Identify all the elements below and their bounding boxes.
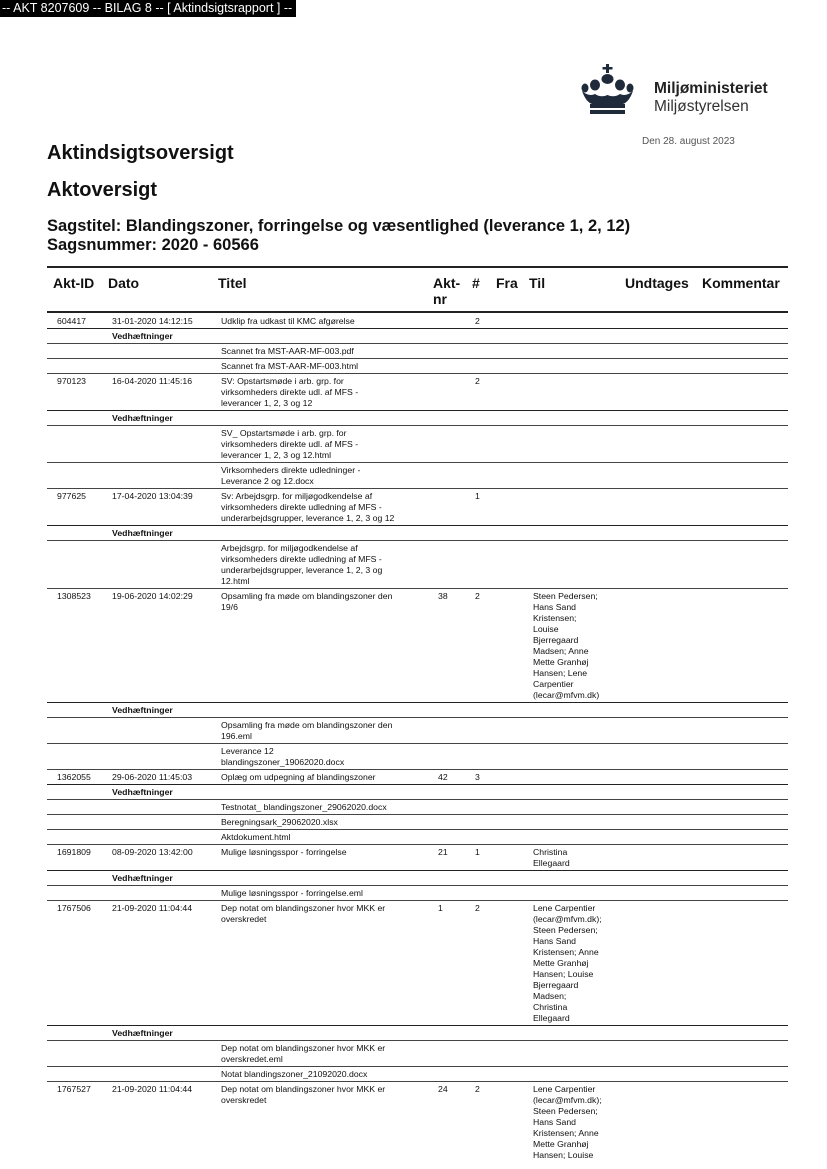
act-recipients-line: Bjerregaard: [533, 980, 579, 990]
attachment-title-line: SV_ Opstartsmøde i arb. grp. for: [221, 428, 347, 438]
act-row: [47, 770, 788, 785]
report-banner: -- AKT 8207609 -- BILAG 8 -- [ Aktindsigtsrapport ] --: [0, 0, 296, 17]
act-title: [221, 376, 358, 409]
act-recipients-line: (lecar@mfvm.dk);: [533, 1095, 602, 1105]
attachments-label-row: [47, 871, 788, 886]
act-title: [221, 772, 376, 783]
col-til: Til: [529, 275, 546, 291]
attachments-label-row: [47, 329, 788, 344]
act-recipients: [533, 903, 602, 1024]
attachment-row: [47, 463, 788, 489]
act-recipients-line: Hans Sand: [533, 1117, 576, 1127]
attachment-title: [221, 1069, 367, 1080]
attachment-title-line: 12.html: [221, 576, 250, 586]
act-recipients-line: Ellegaard: [533, 858, 570, 868]
act-recipients-line: Carpentier: [533, 679, 574, 689]
act-recipients-line: Steen Pedersen;: [533, 591, 598, 601]
act-recipients-line: Madsen; Anne: [533, 646, 589, 656]
attachments-label: Vedhæftninger: [112, 413, 173, 423]
attachment-title: [221, 346, 354, 357]
attachments-label-row: [47, 785, 788, 800]
attachments-label: Vedhæftninger: [112, 331, 173, 341]
attachments-label: Vedhæftninger: [112, 705, 173, 715]
act-recipients-line: Hansen; Louise: [533, 1150, 594, 1160]
attachment-title-line: Leverance 12: [221, 746, 274, 756]
act-date: 21-09-2020 11:04:44: [112, 903, 193, 913]
act-title-line: leverancer 1, 2, 3 og 12: [221, 398, 313, 408]
act-nr: 21: [438, 847, 448, 857]
act-title: [221, 903, 385, 925]
act-title: [221, 591, 392, 613]
act-title: [221, 1084, 385, 1106]
act-title-line: overskredet: [221, 1095, 267, 1105]
attachment-row: [47, 800, 788, 815]
act-title-line: 19/6: [221, 602, 238, 612]
attachments-label: Vedhæftninger: [112, 528, 173, 538]
act-row: [47, 589, 788, 703]
attachment-row: [47, 815, 788, 830]
attachment-title-line: Notat blandingszoner_21092020.docx: [221, 1069, 368, 1079]
act-row: [47, 489, 788, 526]
attachment-title: [221, 1043, 385, 1065]
act-id: 1767527: [57, 1084, 91, 1094]
case-number: Sagsnummer: 2020 - 60566: [47, 236, 259, 254]
col-dato: Dato: [108, 275, 140, 291]
act-id: 1308523: [57, 591, 91, 601]
attachment-title-line: Opsamling fra møde om blandingszoner den: [221, 720, 393, 730]
act-title: [221, 316, 355, 327]
attachment-title: [221, 888, 363, 899]
act-recipients-line: Louise: [533, 624, 559, 634]
attachment-title-line: Dep notat om blandingszoner hvor MKK er: [221, 1043, 386, 1053]
act-date: 21-09-2020 11:04:44: [112, 1084, 193, 1094]
attachment-row: [47, 1067, 788, 1082]
act-id: 604417: [57, 316, 86, 326]
attachments-label-row: [47, 411, 788, 426]
attachment-title: [221, 428, 358, 461]
act-id: 1767506: [57, 903, 91, 913]
act-recipients-line: (lecar@mfvm.dk): [533, 690, 600, 700]
act-nr: 1: [438, 903, 443, 913]
act-number: 2: [475, 1084, 480, 1094]
attachments-label: Vedhæftninger: [112, 787, 173, 797]
act-row: [47, 901, 788, 1026]
act-recipients: [533, 1084, 602, 1161]
attachment-row: [47, 426, 788, 463]
act-number: 2: [475, 376, 480, 386]
table-header-bottom-rule: [47, 311, 788, 313]
attachment-title-line: Mulige løsningsspor - forringelse.eml: [221, 888, 363, 898]
act-date: 29-06-2020 11:45:03: [112, 772, 193, 782]
act-title: [221, 847, 347, 858]
attachment-row: [47, 744, 788, 770]
act-row: [47, 1082, 788, 1162]
attachment-title-line: Scannet fra MST-AAR-MF-003.html: [221, 361, 359, 371]
attachment-title-line: Leverance 2 og 12.docx: [221, 476, 314, 486]
act-title-line: Sv: Arbejdsgrp. for miljøgodkendelse af: [221, 491, 373, 501]
attachments-label: Vedhæftninger: [112, 873, 173, 883]
attachment-row: [47, 541, 788, 589]
act-title-line: SV: Opstartsmøde i arb. grp. for: [221, 376, 344, 386]
col-titel: Titel: [218, 275, 247, 291]
act-number: 1: [475, 491, 480, 501]
act-row: [47, 845, 788, 871]
act-number: 2: [475, 591, 480, 601]
attachment-title-line: blandingszoner_19062020.docx: [221, 757, 345, 767]
attachment-title-line: Testnotat_ blandingszoner_29062020.docx: [221, 802, 387, 812]
act-nr: 24: [438, 1084, 448, 1094]
attachment-title-line: Beregningsark_29062020.xlsx: [221, 817, 338, 827]
section-title: Aktoversigt: [47, 179, 158, 201]
col-akt-nr: [433, 275, 460, 307]
act-recipients-line: Hans Sand: [533, 602, 576, 612]
act-table: [47, 314, 788, 1162]
attachment-title-line: underarbejdsgrupper, leverance 1, 2, 3 og: [221, 565, 383, 575]
act-recipients-line: Hansen; Lene: [533, 668, 588, 678]
act-recipients-line: Lene Carpentier: [533, 1084, 596, 1094]
attachment-row: [47, 830, 788, 845]
act-recipients-line: (lecar@mfvm.dk);: [533, 914, 602, 924]
case-title: Sagstitel: Blandingszoner, forringelse og væsentlighed (leverance 1, 2, 12): [47, 217, 631, 235]
col-number: #: [472, 275, 480, 291]
agency-name: Miljøstyrelsen: [654, 98, 749, 115]
attachments-label-row: [47, 1026, 788, 1041]
act-id: 977625: [57, 491, 86, 501]
table-header-top-rule: [47, 266, 788, 268]
act-recipients-line: Mette Granhøj: [533, 1139, 589, 1149]
report-date: Den 28. august 2023: [642, 136, 735, 147]
act-id: 1362055: [57, 772, 91, 782]
act-recipients-line: Madsen;: [533, 991, 567, 1001]
act-recipients: [533, 847, 570, 869]
attachment-title: [221, 543, 382, 587]
attachment-title: [221, 746, 344, 768]
act-date: 31-01-2020 14:12:15: [112, 316, 193, 326]
act-row: [47, 314, 788, 329]
attachment-title-line: virksomheders direkte udledning af MFS -: [221, 554, 382, 564]
act-title-line: overskredet: [221, 914, 267, 924]
attachment-title-line: 196.eml: [221, 731, 252, 741]
act-title-line: Dep notat om blandingszoner hvor MKK er: [221, 1084, 386, 1094]
act-title-line: Mulige løsningsspor - forringelse: [221, 847, 347, 857]
attachment-title: [221, 465, 360, 487]
act-recipients-line: Mette Granhøj: [533, 657, 589, 667]
col-undtages: Undtages: [625, 275, 689, 291]
act-number: 2: [475, 316, 480, 326]
act-id: 970123: [57, 376, 86, 386]
attachment-title-line: overskredet.eml: [221, 1054, 283, 1064]
act-recipients-line: Lene Carpentier: [533, 903, 596, 913]
act-id: 1691809: [57, 847, 91, 857]
act-recipients-line: Kristensen; Anne: [533, 947, 599, 957]
crown-icon: [578, 64, 638, 120]
act-recipients-line: Steen Pedersen;: [533, 1106, 598, 1116]
act-recipients: [533, 591, 599, 701]
act-recipients-line: Bjerregaard: [533, 635, 579, 645]
page-title: Aktindsigtsoversigt: [47, 142, 234, 164]
act-recipients-line: Mette Granhøj: [533, 958, 589, 968]
col-akt-id: Akt-ID: [53, 275, 95, 291]
act-recipients-line: Christina: [533, 1002, 568, 1012]
act-title: [221, 491, 394, 524]
col-fra: Fra: [496, 275, 518, 291]
attachment-title-line: virksomheders direkte udl. af MFS -: [221, 439, 359, 449]
act-title-line: virksomheders direkte udl. af MFS -: [221, 387, 359, 397]
attachments-label-row: [47, 703, 788, 718]
attachment-title: [221, 802, 387, 813]
act-number: 1: [475, 847, 480, 857]
attachments-label-row: [47, 526, 788, 541]
attachment-row: [47, 344, 788, 359]
act-number: 2: [475, 903, 480, 913]
act-date: 16-04-2020 11:45:16: [112, 376, 193, 386]
attachment-row: [47, 886, 788, 901]
act-recipients-line: Kristensen; Anne: [533, 1128, 599, 1138]
act-row: [47, 374, 788, 411]
attachment-title-line: leverancer 1, 2, 3 og 12.html: [221, 450, 332, 460]
act-date: 17-04-2020 13:04:39: [112, 491, 193, 501]
act-title-line: Oplæg om udpegning af blandingszoner: [221, 772, 376, 782]
attachments-label: Vedhæftninger: [112, 1028, 173, 1038]
act-nr: 42: [438, 772, 448, 782]
attachment-title-line: Scannet fra MST-AAR-MF-003.pdf: [221, 346, 354, 356]
act-title-line: Opsamling fra møde om blandingszoner den: [221, 591, 393, 601]
act-date: 19-06-2020 14:02:29: [112, 591, 193, 601]
attachment-title-line: Virksomheders direkte udledninger -: [221, 465, 361, 475]
act-recipients-line: Kristensen;: [533, 613, 577, 623]
attachment-title: [221, 361, 358, 372]
act-recipients-line: Christina: [533, 847, 568, 857]
act-recipients-line: Hansen; Louise: [533, 969, 594, 979]
act-title-line: Dep notat om blandingszoner hvor MKK er: [221, 903, 386, 913]
col-akt-nr-line1: Akt-: [433, 275, 461, 291]
attachment-title-line: Aktdokument.html: [221, 832, 291, 842]
ministry-name: Miljøministeriet: [654, 80, 768, 97]
act-recipients-line: Hans Sand: [533, 936, 576, 946]
attachment-title: [221, 832, 291, 843]
act-title-line: virksomheders direkte udledning af MFS -: [221, 502, 382, 512]
act-title-line: Udklip fra udkast til KMC afgørelse: [221, 316, 355, 326]
act-recipients-line: Steen Pedersen;: [533, 925, 598, 935]
col-kommentar: Kommentar: [702, 275, 780, 291]
attachment-title: [221, 720, 392, 742]
act-recipients-line: Ellegaard: [533, 1013, 570, 1023]
attachment-title: [221, 817, 338, 828]
attachment-row: [47, 359, 788, 374]
act-date: 08-09-2020 13:42:00: [112, 847, 193, 857]
act-title-line: underarbejdsgrupper, leverance 1, 2, 3 og 12: [221, 513, 395, 523]
attachment-row: [47, 718, 788, 744]
act-nr: 38: [438, 591, 448, 601]
col-akt-nr-line2: nr: [433, 291, 447, 307]
act-number: 3: [475, 772, 480, 782]
attachment-title-line: Arbejdsgrp. for miljøgodkendelse af: [221, 543, 358, 553]
attachment-row: [47, 1041, 788, 1067]
